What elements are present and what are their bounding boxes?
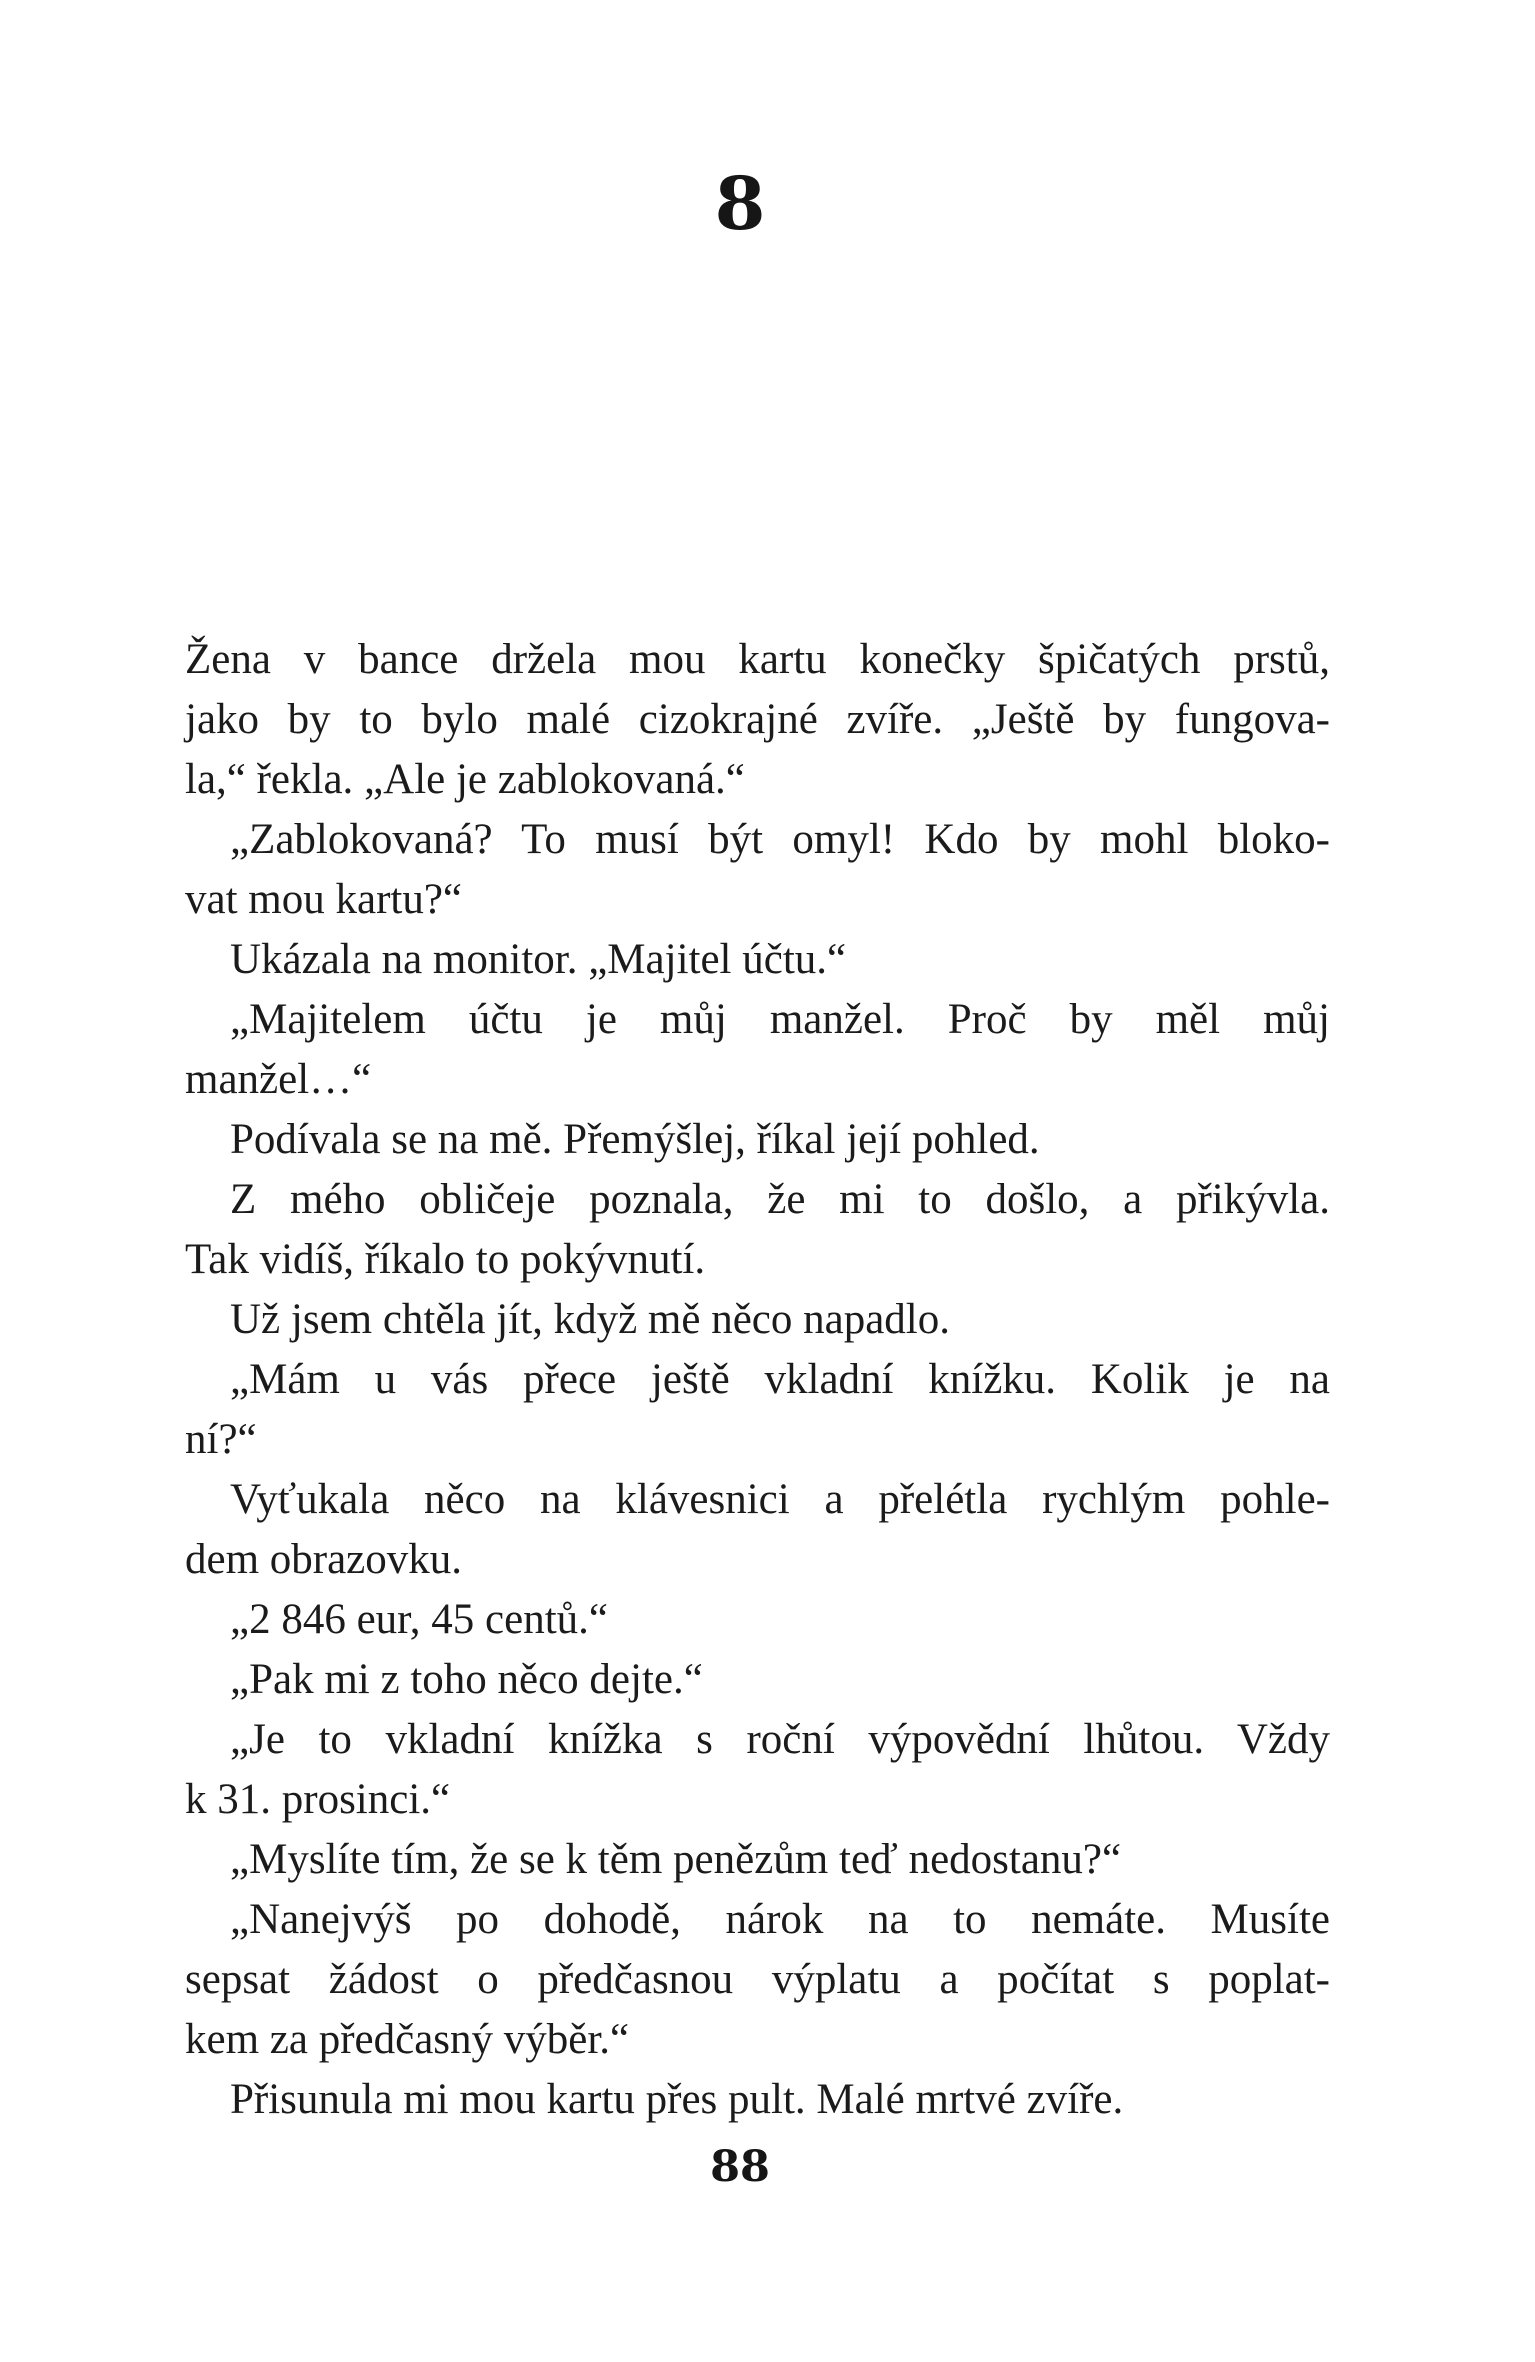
page-number: 88 <box>710 2142 770 2192</box>
text-line: manžel…“ <box>185 1056 372 1103</box>
text-line: „Zablokovaná? To musí být omyl! Kdo by mohl bloko- <box>230 816 1330 863</box>
text-line: „Pak mi z toho něco dejte.“ <box>230 1656 703 1703</box>
chapter-number: 8 <box>714 161 766 247</box>
text-line: ní?“ <box>185 1416 257 1463</box>
text-line: jako by to bylo malé cizokrajné zvíře. „Ještě by fungova- <box>185 696 1330 743</box>
text-line: Vyťukala něco na klávesnici a přelétla rychlým pohle- <box>230 1476 1330 1523</box>
text-line: „Myslíte tím, že se k těm penězům teď nedostanu?“ <box>230 1836 1122 1883</box>
body-text <box>185 630 1330 2130</box>
text-line: Tak vidíš, říkalo to pokývnutí. <box>185 1236 706 1283</box>
text-line: Žena v bance držela mou kartu konečky špičatých prstů, <box>185 636 1330 683</box>
text-line: vat mou kartu?“ <box>185 876 463 923</box>
text-line: Podívala se na mě. Přemýšlej, říkal její pohled. <box>230 1116 1040 1163</box>
text-line: la,“ řekla. „Ale je zablokovaná.“ <box>185 756 745 803</box>
text-line: dem obrazovku. <box>185 1536 463 1583</box>
text-line: „Je to vkladní knížka s roční výpovědní lhůtou. Vždy <box>230 1716 1330 1763</box>
text-line: „Mám u vás přece ještě vkladní knížku. Kolik je na <box>230 1356 1330 1403</box>
text-line: Přisunula mi mou kartu přes pult. Malé mrtvé zvíře. <box>230 2076 1124 2123</box>
text-line: sepsat žádost o předčasnou výplatu a počítat s poplat- <box>185 1956 1330 2003</box>
text-line: „2 846 eur, 45 centů.“ <box>230 1596 608 1643</box>
text-line: Z mého obličeje poznala, že mi to došlo, a přikývla. <box>230 1176 1330 1223</box>
text-line: Už jsem chtěla jít, když mě něco napadlo. <box>230 1296 950 1343</box>
text-line: „Nanejvýš po dohodě, nárok na to nemáte. Musíte <box>230 1896 1330 1943</box>
text-line: „Majitelem účtu je můj manžel. Proč by měl můj <box>230 996 1330 1043</box>
text-line: kem za předčasný výběr.“ <box>185 2016 630 2063</box>
text-line: Ukázala na monitor. „Majitel účtu.“ <box>230 936 847 983</box>
text-line: k 31. prosinci.“ <box>185 1776 451 1823</box>
